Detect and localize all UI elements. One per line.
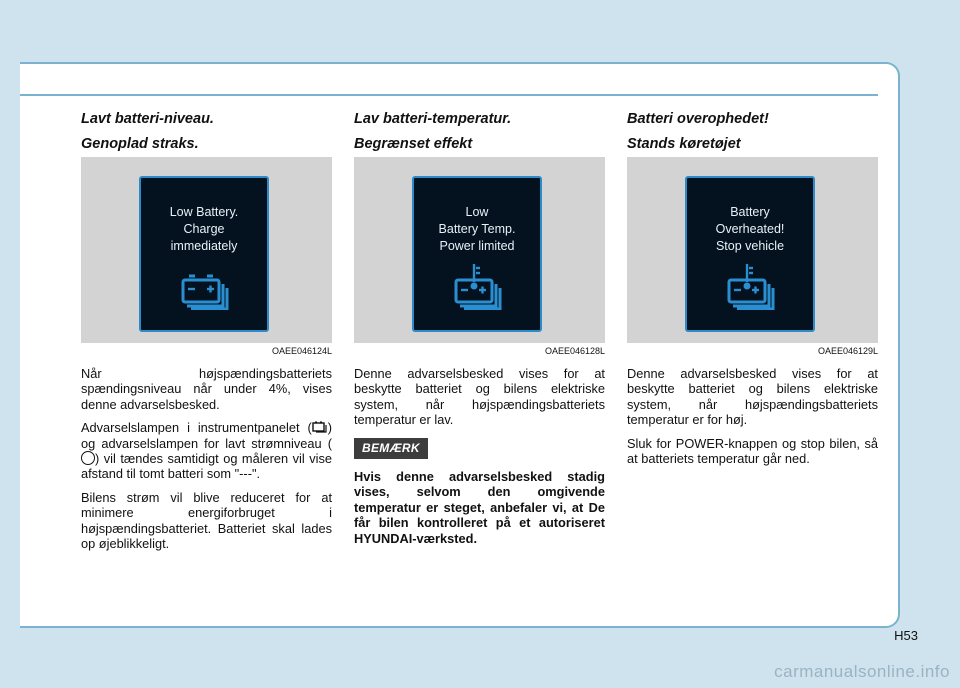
screen-message: Low Battery Temp. Power limited xyxy=(438,205,516,253)
paragraph xyxy=(81,420,332,482)
battery-warning-icon xyxy=(312,421,328,433)
paragraph-part: Advarselslampen i instrumentpanelet ( xyxy=(81,420,312,436)
paragraph-part: ) og advarselslampen for lavt strømniveau ( xyxy=(81,420,332,451)
paragraph: Når højspændingsbatteriets spændingsniveau når under 4%, vises denne advarselsbesked. xyxy=(81,366,332,412)
paragraph: Denne advarselsbesked vises for at beskytte batteriet og bilens elektriske system, når højspændingsbatteriets temperatur er lav. xyxy=(354,366,605,428)
image-code: OAEE046128L xyxy=(544,346,605,356)
body-text xyxy=(354,366,605,554)
cluster-figure xyxy=(81,157,332,343)
watermark: carmanualsonline.info xyxy=(774,662,950,681)
low-power-icon xyxy=(81,451,95,465)
battery-icon xyxy=(177,262,235,310)
note-label: BEMÆRK xyxy=(354,438,428,459)
battery-temperature-icon xyxy=(723,262,781,310)
image-code: OAEE046129L xyxy=(817,346,878,356)
screen-message: Low Battery. Charge immediately xyxy=(169,205,239,253)
battery-temperature-icon xyxy=(450,262,508,310)
body-text xyxy=(81,366,332,559)
page-panel xyxy=(20,62,900,628)
heading-line-1: Lavt batteri-niveau. xyxy=(81,111,214,127)
page-number: H53 xyxy=(894,628,918,643)
section-heading xyxy=(627,108,769,158)
section-heading xyxy=(81,108,214,158)
cluster-screen xyxy=(685,176,815,332)
paragraph-part: ) vil tændes samtidigt og måleren vil vise afstand til tomt batteri som "---". xyxy=(81,451,332,482)
cluster-figure xyxy=(354,157,605,343)
paragraph: Denne advarselsbesked vises for at beskytte batteriet og bilens elektriske system, når højspændingsbatteriets temperatur er for høj. xyxy=(627,366,878,428)
screen-message: Battery Overheated! Stop vehicle xyxy=(715,205,785,253)
body-text xyxy=(627,366,878,474)
image-code: OAEE046124L xyxy=(271,346,332,356)
cluster-screen xyxy=(139,176,269,332)
heading-line-2: Stands køretøjet xyxy=(627,136,741,152)
cluster-figure xyxy=(627,157,878,343)
heading-line-1: Batteri overophedet! xyxy=(627,111,769,127)
note-text: Hvis denne advarselsbesked stadig vises, selvom den omgivende temperatur er steget, anbefaler vi, at De får bilen kontrolleret på et autoriseret HYUNDAI-værksted. xyxy=(354,469,605,546)
cluster-screen xyxy=(412,176,542,332)
heading-line-1: Lav batteri-temperatur. xyxy=(354,111,512,127)
heading-line-2: Begrænset effekt xyxy=(354,136,473,152)
heading-line-2: Genoplad straks. xyxy=(81,136,199,152)
paragraph: Bilens strøm vil blive reduceret for at minimere energiforbruget i højspændingsbatteriet. Batteriet skal lades op øjeblikkeligt. xyxy=(81,489,332,552)
top-rule xyxy=(20,94,878,96)
section-heading xyxy=(354,108,511,158)
paragraph: Sluk for POWER-knappen og stop bilen, så at batteriets temperatur går ned. xyxy=(627,435,878,467)
